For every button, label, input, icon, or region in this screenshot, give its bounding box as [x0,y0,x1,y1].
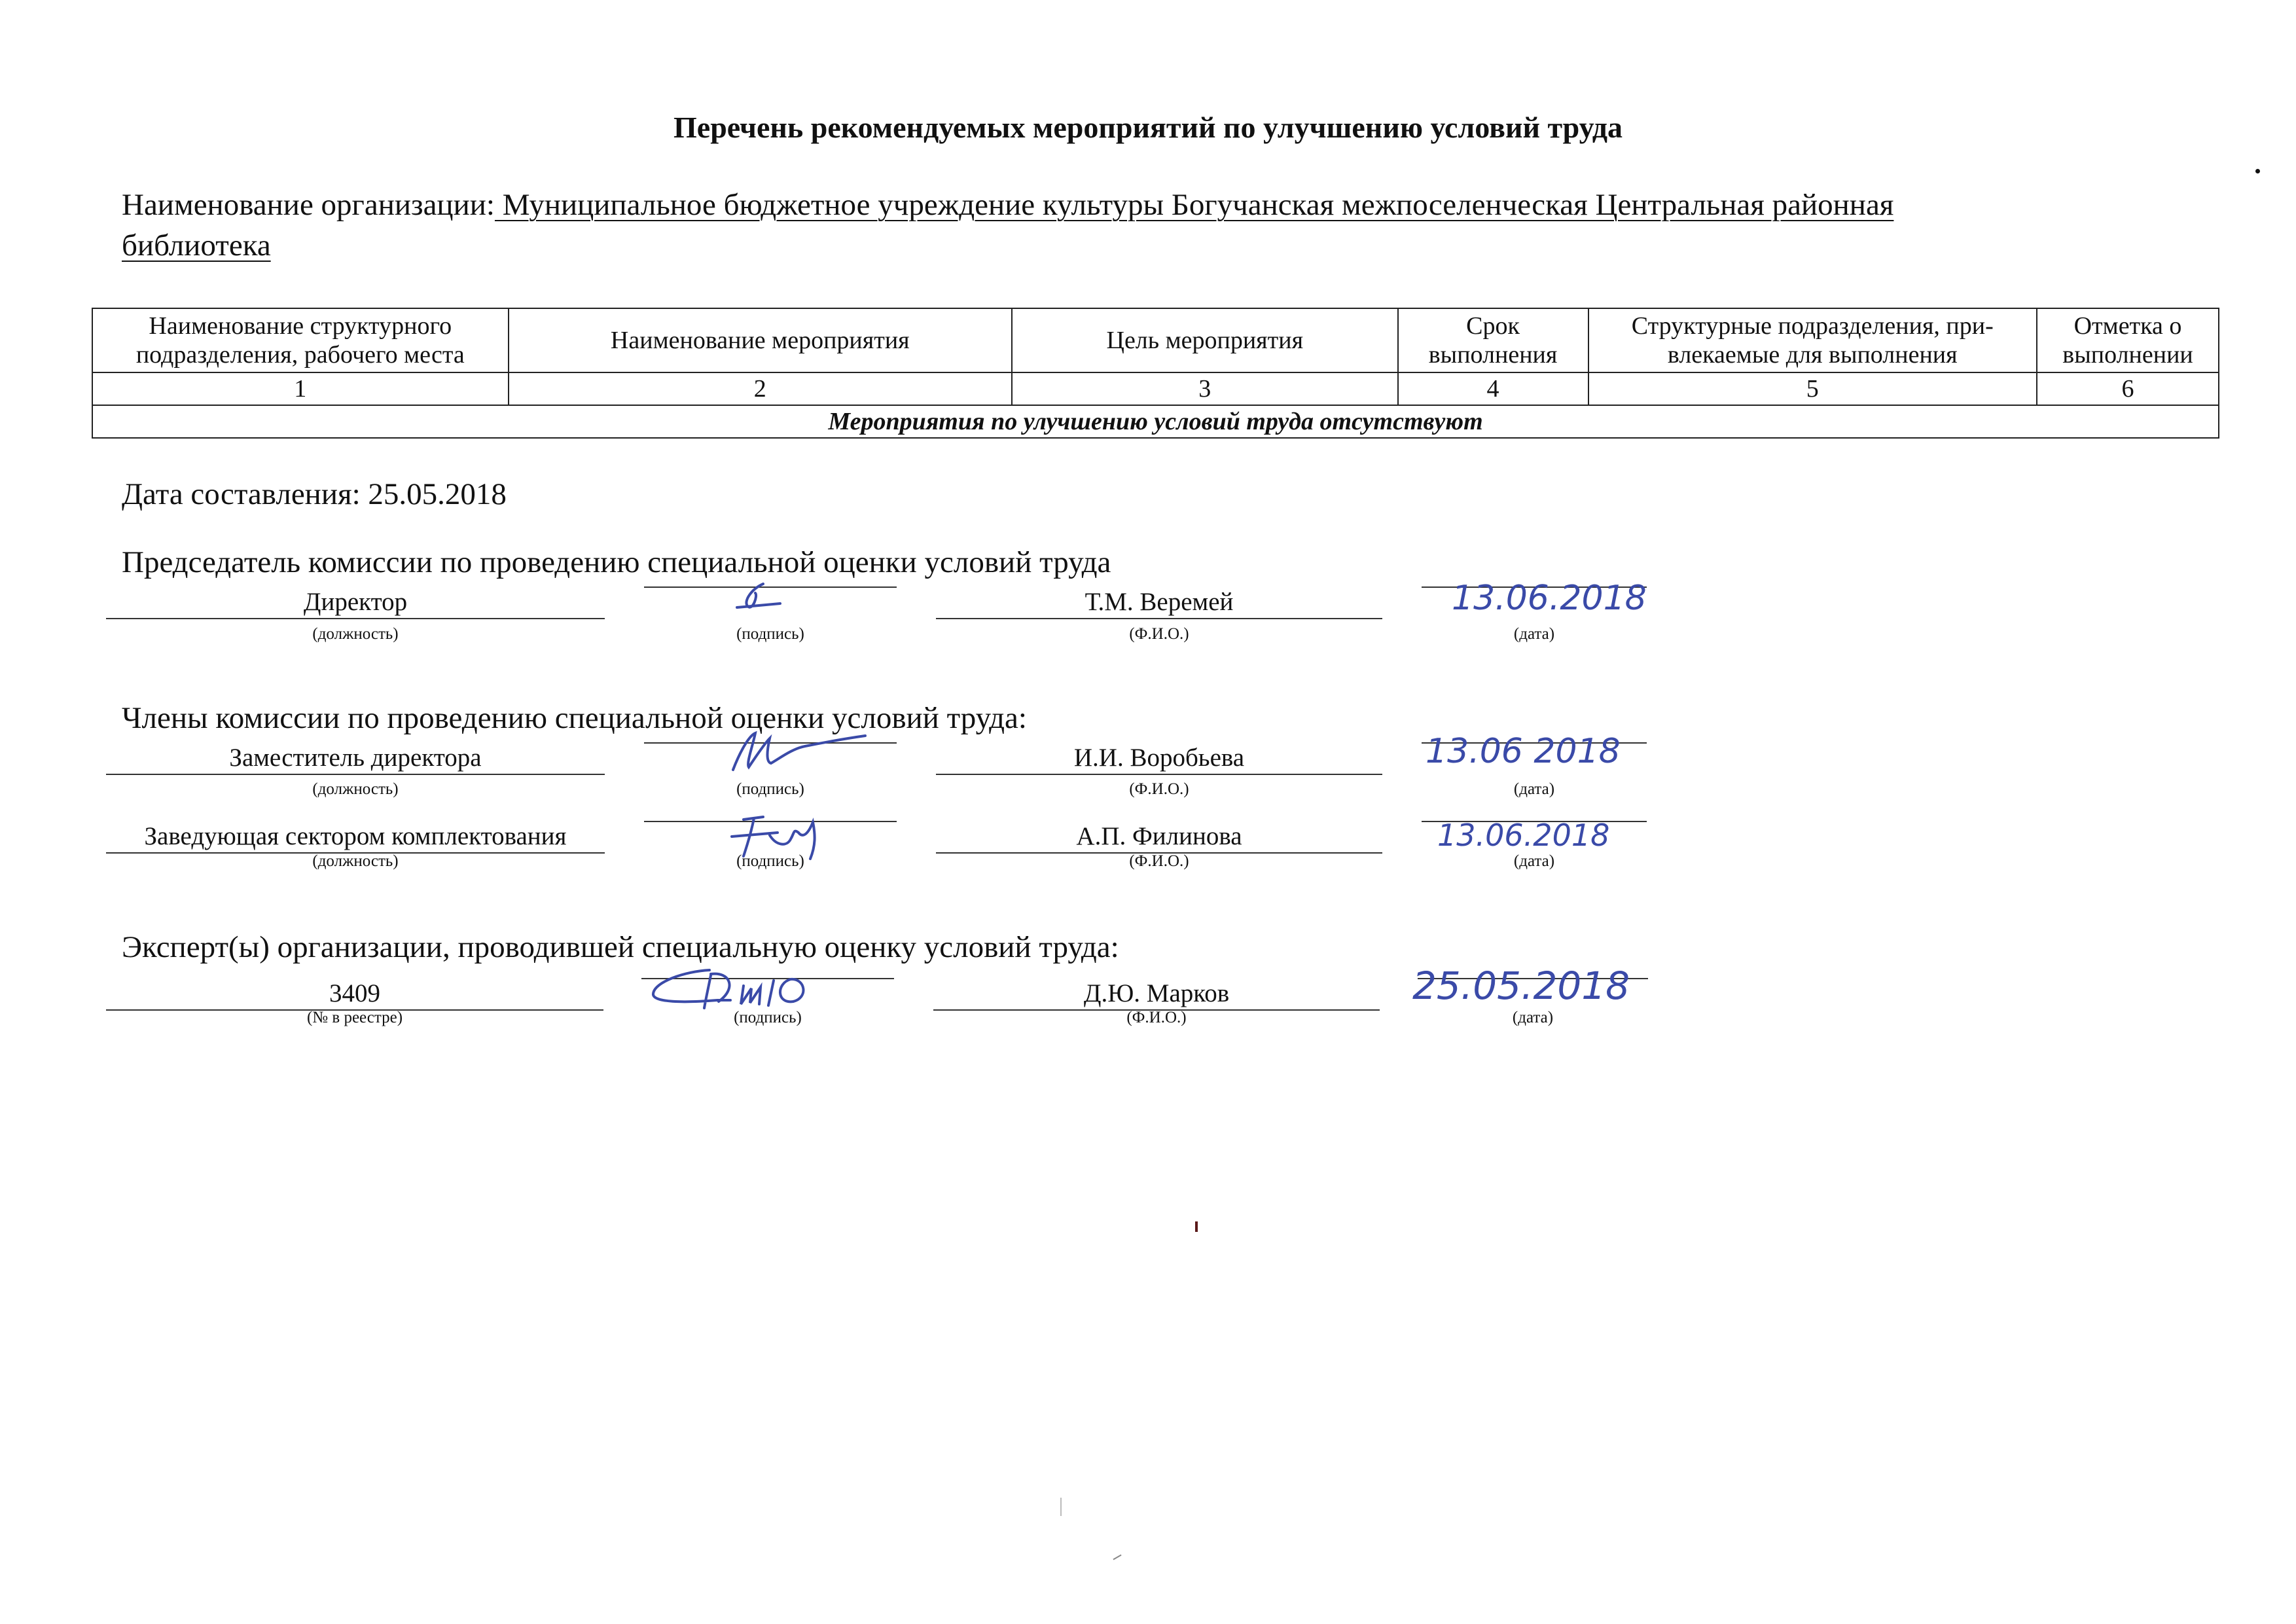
column-number: 2 [509,372,1012,405]
member1-date-handwritten: 13.06 2018 [1426,732,1621,771]
header-cell [1588,308,2037,372]
document-title: Перечень рекомендуемых мероприятий по улучшению условий труда [673,111,1623,144]
caption-date: (дата) [1513,852,1555,870]
caption-position: (должность) [312,625,399,643]
caption-position: (должность) [312,852,399,870]
member2-date-handwritten: 13.06.2018 [1437,818,1610,853]
header-cell: Цель мероприятия [1012,308,1398,372]
caption-fio: (Ф.И.О.) [1129,625,1189,643]
organization-block [122,185,2085,266]
chairman-date-handwritten: 13.06.2018 [1452,579,1647,618]
expert-registry-field: 3409 [106,978,603,1011]
table-header-row [92,308,2219,372]
caption-fio: (Ф.И.О.) [1129,780,1189,798]
scan-speck [1060,1498,1062,1516]
header-cell [2037,308,2219,372]
table-empty-row [92,405,2219,438]
caption-registry: (№ в реестре) [306,1009,403,1026]
header-cell [1398,308,1588,372]
member2-fio-field: А.П. Филинова [936,821,1382,854]
scan-speck [2255,169,2260,173]
empty-message: Мероприятия по улучшению условий труда отсутствуют [92,405,2219,438]
expert-heading: Эксперт(ы) организации, проводившей специальную оценку условий труда: [122,930,1119,964]
signature-graphic [717,579,789,618]
organization-name-line1: Муниципальное бюджетное учреждение культуры Богучанская межпоселенческая Центральная районная [494,188,1894,222]
member1-position-field: Заместитель директора [106,742,605,775]
caption-date: (дата) [1512,1009,1554,1026]
member1-signature-image [720,727,870,779]
header-text: Структурные подразделения, при- [1631,312,1994,340]
column-number: 5 [1588,372,2037,405]
table-number-row [92,372,2219,405]
column-number: 3 [1012,372,1398,405]
chairman-signature-image [717,579,789,618]
scan-speck [1195,1221,1198,1232]
caption-fio: (Ф.И.О.) [1129,852,1189,870]
caption-signature: (подпись) [736,780,804,798]
chairman-heading: Председатель комиссии по проведению специальной оценки условий труда [122,545,1111,579]
members-heading: Члены комиссии по проведению специальной оценки условий труда: [122,701,1027,735]
member2-position-field: Заведующая сектором комплектования [106,821,605,854]
chairman-position-field: Директор [106,586,605,619]
caption-position: (должность) [312,780,399,798]
measures-table [92,308,2219,439]
member1-fio-field: И.И. Воробьева [936,742,1382,775]
caption-signature: (подпись) [736,625,804,643]
header-text: выполнении [2062,341,2193,369]
signature-graphic [720,727,870,779]
header-cell [92,308,509,372]
column-number: 1 [92,372,509,405]
header-text: выполнения [1428,341,1558,369]
caption-date: (дата) [1513,780,1555,798]
header-text: влекаемые для выполнения [1667,341,1958,369]
header-cell: Наименование мероприятия [509,308,1012,372]
column-number: 4 [1398,372,1588,405]
header-text: Срок [1466,312,1520,340]
caption-signature: (подпись) [734,1009,802,1026]
organization-label: Наименование организации: [122,188,495,222]
date-line: Дата составления: 25.05.2018 [122,477,507,511]
scan-speck [1113,1555,1121,1561]
column-number: 6 [2037,372,2219,405]
header-text: подразделения, рабочего места [135,341,465,369]
caption-fio: (Ф.И.О.) [1126,1009,1187,1026]
expert-signature-image [645,962,835,1015]
chairman-fio-field: Т.М. Веремей [936,586,1382,619]
organization-name-line2: библиотека [122,228,271,262]
expert-date-handwritten: 25.05.2018 [1412,964,1630,1008]
header-text: Наименование структурного [149,312,452,340]
caption-date: (дата) [1513,625,1555,643]
caption-signature: (подпись) [736,852,804,870]
header-text: Отметка о [2073,312,2182,340]
signature-graphic [645,962,835,1015]
expert-fio-field: Д.Ю. Марков [933,978,1380,1011]
